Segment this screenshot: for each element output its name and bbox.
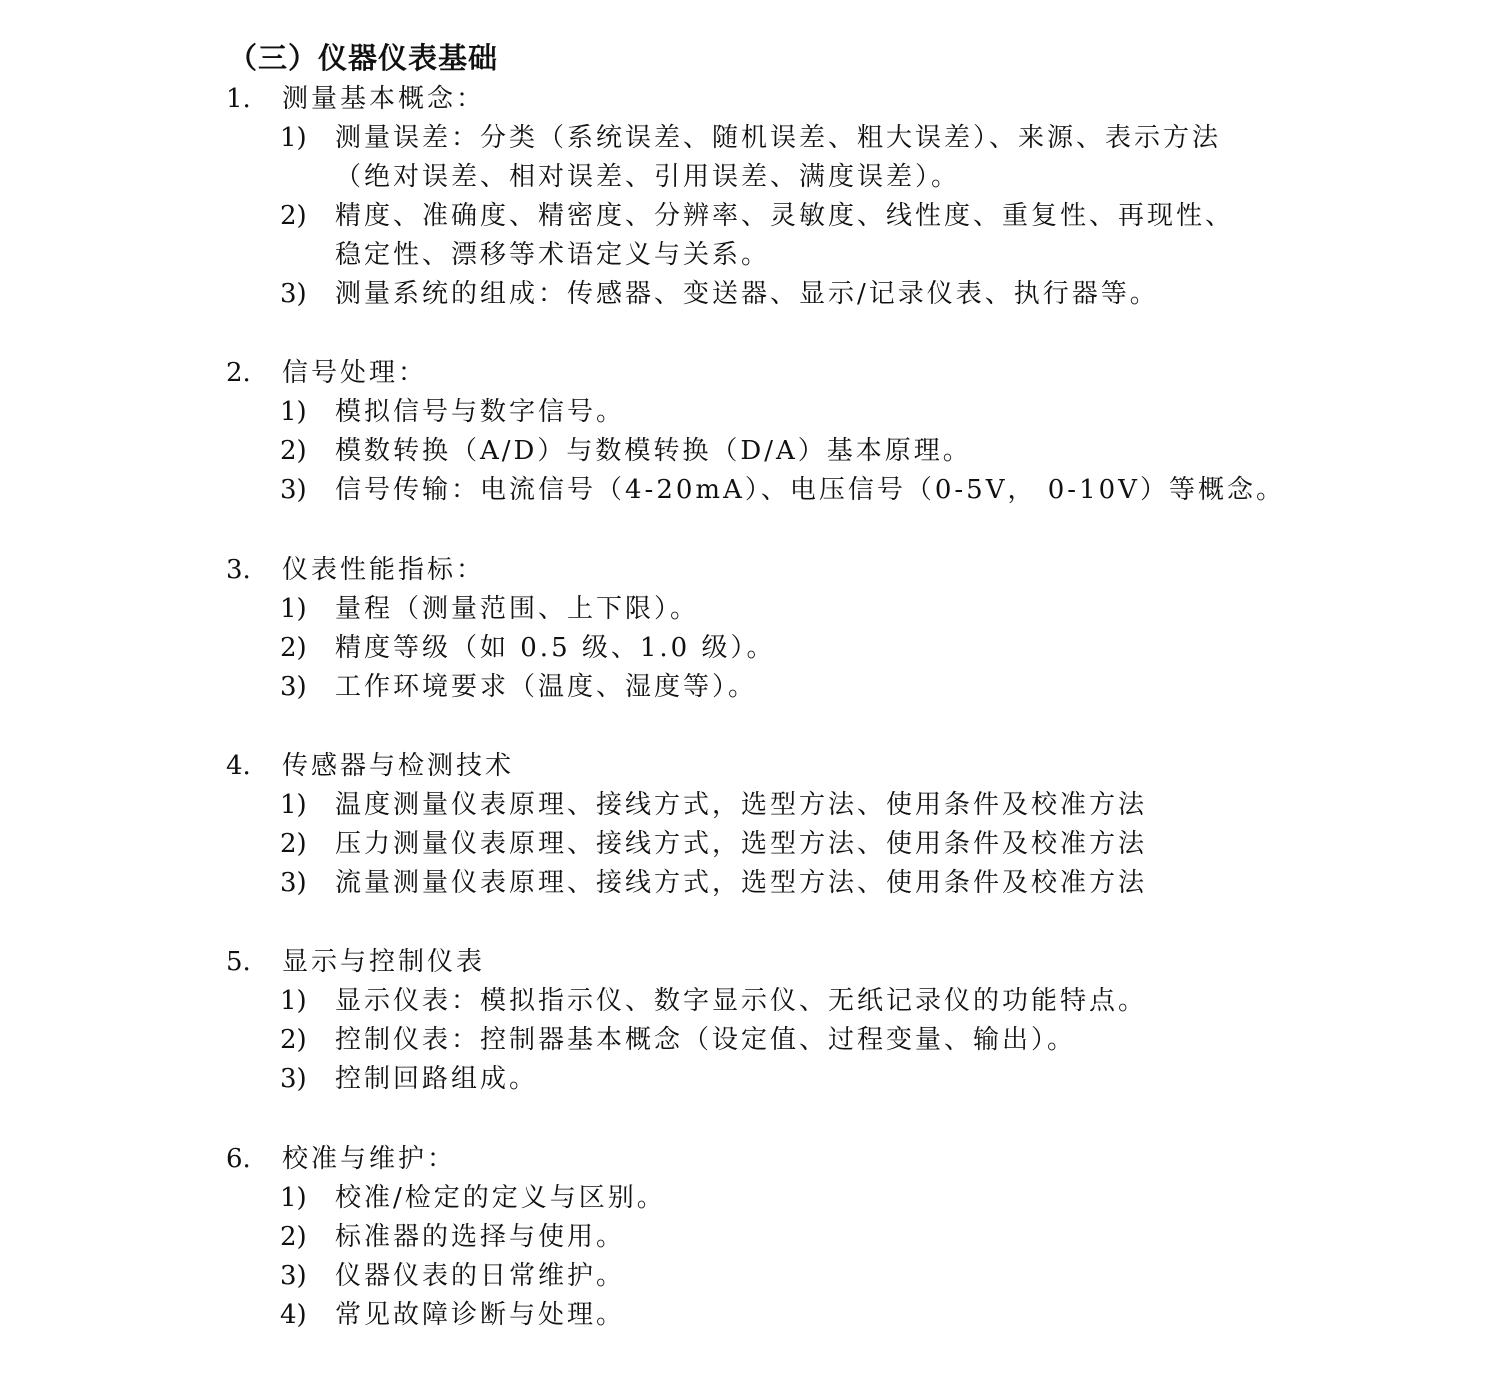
item-number: 3) <box>280 1064 307 1094</box>
item-text-line: （绝对误差、相对误差、引用误差、满度误差）。 <box>335 162 961 192</box>
section-label: 仪表性能指标： <box>282 555 486 585</box>
item-text-line: 工作环境要求（温度、湿度等）。 <box>335 672 758 702</box>
item-text-line: 测量系统的组成：传感器、变送器、显示/记录仪表、执行器等。 <box>335 279 1159 309</box>
outline-section <box>0 354 1500 510</box>
item-text-line: 精度等级（如 0.5 级、1.0 级）。 <box>335 633 776 663</box>
list-item <box>0 982 1500 1021</box>
list-item <box>0 197 1500 275</box>
section-heading <box>0 1140 1500 1179</box>
item-text-line: 显示仪表：模拟指示仪、数字显示仪、无纸记录仪的功能特点。 <box>335 986 1148 1016</box>
list-item <box>0 1296 1500 1335</box>
item-number: 1) <box>280 790 307 820</box>
item-text <box>335 1179 1285 1218</box>
item-text-line: 流量测量仪表原理、接线方式，选型方法、使用条件及校准方法 <box>335 868 1148 898</box>
list-item <box>0 1218 1500 1257</box>
outline-section <box>0 1140 1500 1335</box>
item-number: 2) <box>280 829 307 859</box>
item-text <box>335 1021 1285 1060</box>
section-label: 显示与控制仪表 <box>282 947 486 977</box>
list-item <box>0 471 1500 510</box>
list-item <box>0 1179 1500 1218</box>
list-item <box>0 119 1500 197</box>
page-title: （三）仪器仪表基础 <box>228 41 499 75</box>
item-text-line: 控制仪表：控制器基本概念（设定值、过程变量、输出）。 <box>335 1025 1077 1055</box>
outline-section <box>0 747 1500 903</box>
item-number: 1) <box>280 986 307 1016</box>
list-item <box>0 1021 1500 1060</box>
list-item <box>0 864 1500 903</box>
item-text <box>335 1257 1285 1296</box>
item-text <box>335 786 1285 825</box>
section-label: 校准与维护： <box>282 1144 457 1174</box>
item-text-line: 量程（测量范围、上下限）。 <box>335 594 700 624</box>
section-heading <box>0 354 1500 393</box>
item-text-line: 压力测量仪表原理、接线方式，选型方法、使用条件及校准方法 <box>335 829 1148 859</box>
item-text-line: 精度、准确度、精密度、分辨率、灵敏度、线性度、重复性、再现性、 <box>335 201 1235 231</box>
item-text <box>335 668 1285 707</box>
item-number: 1) <box>280 123 307 153</box>
section-number: 1. <box>226 84 251 114</box>
list-item <box>0 629 1500 668</box>
item-text <box>335 825 1285 864</box>
list-item <box>0 786 1500 825</box>
item-text <box>335 119 1285 197</box>
item-text-line: 信号传输：电流信号（4-20mA）、电压信号（0-5V， 0-10V）等概念。 <box>335 475 1285 505</box>
item-text <box>335 629 1285 668</box>
list-item <box>0 432 1500 471</box>
item-text-line: 常见故障诊断与处理。 <box>335 1300 626 1330</box>
item-number: 4) <box>280 1300 307 1330</box>
item-number: 3) <box>280 475 307 505</box>
item-text <box>335 432 1285 471</box>
outline-section <box>0 943 1500 1099</box>
item-text <box>335 197 1285 275</box>
item-number: 3) <box>280 279 307 309</box>
section-label: 测量基本概念： <box>282 84 486 114</box>
list-item <box>0 825 1500 864</box>
list-item <box>0 590 1500 629</box>
item-number: 2) <box>280 201 307 231</box>
item-number: 1) <box>280 1183 307 1213</box>
item-text-line: 稳定性、漂移等术语定义与关系。 <box>335 240 771 270</box>
section-number: 6. <box>226 1144 251 1174</box>
list-item <box>0 668 1500 707</box>
section-number: 3. <box>226 555 251 585</box>
section-number: 5. <box>226 947 251 977</box>
section-number: 2. <box>226 358 251 388</box>
outline-section <box>0 551 1500 707</box>
item-text-line: 模数转换（A/D）与数模转换（D/A）基本原理。 <box>335 436 972 466</box>
item-text <box>335 275 1285 314</box>
section-label: 传感器与检测技术 <box>282 751 515 781</box>
item-text-line: 模拟信号与数字信号。 <box>335 397 626 427</box>
item-number: 3) <box>280 868 307 898</box>
item-number: 2) <box>280 1025 307 1055</box>
item-text-line: 温度测量仪表原理、接线方式，选型方法、使用条件及校准方法 <box>335 790 1148 820</box>
item-number: 2) <box>280 1222 307 1252</box>
section-heading <box>0 943 1500 982</box>
list-item <box>0 1060 1500 1099</box>
item-number: 3) <box>280 1261 307 1291</box>
item-number: 2) <box>280 633 307 663</box>
item-text-line: 控制回路组成。 <box>335 1064 539 1094</box>
section-heading <box>0 747 1500 786</box>
item-text <box>335 590 1285 629</box>
item-text-line: 标准器的选择与使用。 <box>335 1222 626 1252</box>
section-heading <box>0 551 1500 590</box>
section-label: 信号处理： <box>282 358 428 388</box>
item-text <box>335 1060 1285 1099</box>
item-text <box>335 471 1285 510</box>
item-text-line: 测量误差：分类（系统误差、随机误差、粗大误差）、来源、表示方法 <box>335 123 1222 153</box>
item-text <box>335 982 1285 1021</box>
item-text <box>335 864 1285 903</box>
item-text <box>335 393 1285 432</box>
section-heading <box>0 80 1500 119</box>
outline-section <box>0 80 1500 314</box>
list-item <box>0 275 1500 314</box>
item-number: 3) <box>280 672 307 702</box>
item-text <box>335 1218 1285 1257</box>
item-text-line: 校准/检定的定义与区别。 <box>335 1183 666 1213</box>
item-number: 2) <box>280 436 307 466</box>
item-number: 1) <box>280 397 307 427</box>
list-item <box>0 393 1500 432</box>
item-text-line: 仪器仪表的日常维护。 <box>335 1261 626 1291</box>
item-text <box>335 1296 1285 1335</box>
section-number: 4. <box>226 751 251 781</box>
item-number: 1) <box>280 594 307 624</box>
list-item <box>0 1257 1500 1296</box>
